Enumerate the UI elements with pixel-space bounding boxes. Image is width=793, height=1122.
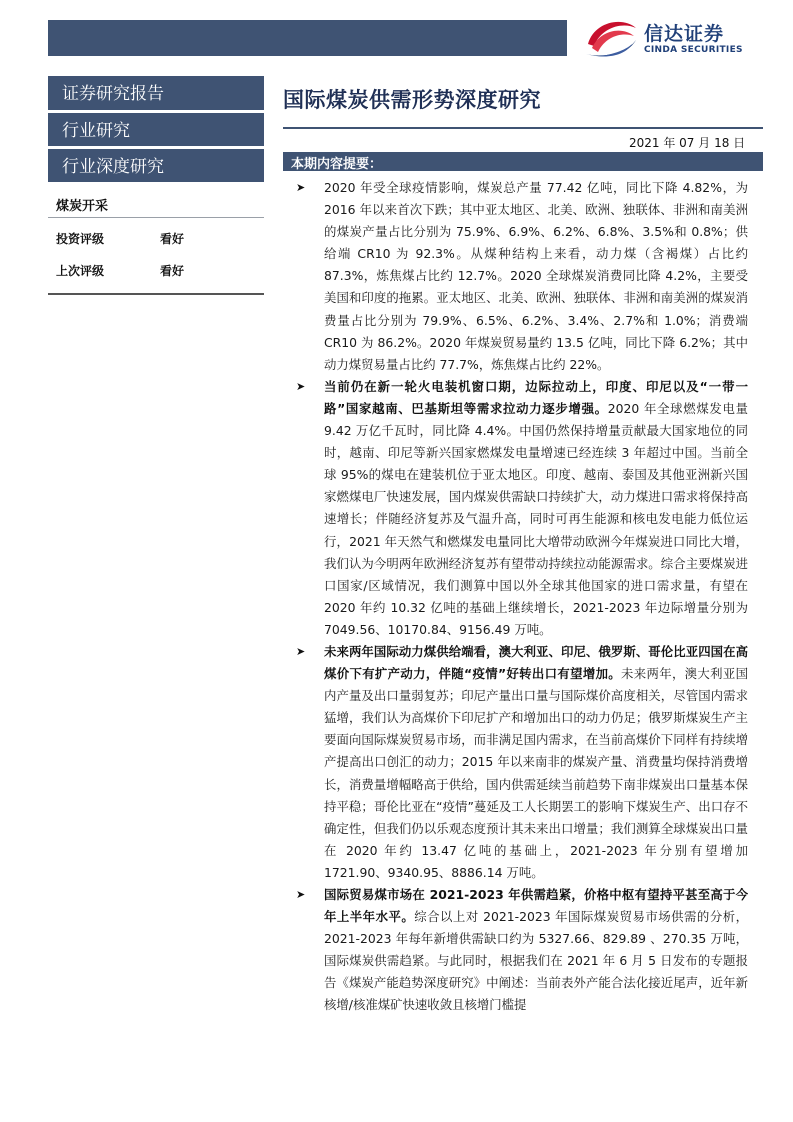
brand-name-en: CINDA SECURITIES	[644, 45, 743, 55]
bullet-arrow-icon: ➤	[296, 644, 306, 658]
summary-content	[296, 177, 748, 1017]
sidebar	[48, 76, 264, 185]
summary-item-text: 2020 年全球燃煤发电量 9.42 万亿千瓦时，同比降 4.4%。中国仍然保持增量贡献最大国家地位的同时，越南、印尼等新兴国家燃煤发电量增速已经连续 3 年超过中国。当前全球 95%的煤电在建装机位于亚太地区。印度、越南、泰国及其他亚洲新兴国家燃煤电厂快速发展，国内煤炭供需缺口持续扩大，动力煤进口需求将保持高速增长；伴随经济复苏及气温升高，同时可再生能源和核电发电能力低位运行，2021 年天然气和燃煤发电量同比大增带动欧洲今年煤炭进口同比大增，我们认为今明两年欧洲经济复苏有望带动持续拉动能源需求。综合主要煤炭进口国家/区域情况，我们测算中国以外全球其他国家的进口需求量，有望在 2020 年约 10.32 亿吨的基础上继续增长，2021-2023 年边际增量分别为 7049.56、10170.84、9156.49 万吨。	[324, 400, 748, 637]
prev-rating-value: 看好	[160, 264, 185, 278]
title-divider	[283, 127, 763, 129]
summary-header	[283, 152, 763, 171]
summary-item-lead: 国际贸易煤市场在 2021-2023 年供需趋紧，价格中枢有望持平甚至高于今年上半年水平。	[324, 887, 748, 925]
category-label: 行业研究	[48, 113, 264, 149]
report-type-label: 证券研究报告	[48, 76, 264, 113]
summary-item	[296, 884, 748, 1017]
summary-item-lead: 当前仍在新一轮火电装机窗口期，边际拉动上，印度、印尼以及“一带一路”国家越南、巴基斯坦等需求拉动力逐步增强。	[324, 378, 748, 416]
header-bar	[48, 20, 567, 56]
summary-item-text: 综合以上对 2021-2023 年国际煤炭贸易市场供需的分析，2021-2023 年每年新增供需缺口约为 5327.66、829.89 、270.35 万吨，国际煤炭供需趋紧。与此同时，根据我们在 2021 年 6 月 5 日发布的专题报告《煤炭产能趋势深度研究》中阐述：当前表外产能合法化接近尾声，近年新核增/核准煤矿快速收敛且核增门槛提	[324, 909, 749, 1013]
sidebar-bottom-divider	[48, 293, 264, 295]
subcategory-label: 行业深度研究	[48, 149, 264, 185]
brand-logo	[582, 14, 782, 62]
report-title: 国际煤炭供需形势深度研究	[283, 88, 541, 112]
summary-item	[296, 376, 748, 641]
sector-name: 煤炭开采	[56, 199, 109, 214]
bullet-arrow-icon: ➤	[296, 379, 306, 393]
report-date: 2021 年 07 月 18 日	[629, 136, 746, 150]
sidebar-divider	[48, 217, 264, 218]
brand-name-cn: 信达证券	[644, 23, 725, 45]
bullet-arrow-icon: ➤	[296, 888, 306, 901]
summary-item-text: 2020 年受全球疫情影响，煤炭总产量 77.42 亿吨，同比下降 4.82%，为 2016 年以来首次下跌；其中亚太地区、北美、欧洲、独联体、非洲和南美洲的煤炭产量占比分别为 75.9%、6.9%、6.2%、6.8%、3.5%和 0.8%；供给端 CR10 为 92.3%。从煤种结构上来看，动力煤（含褐煤）占比约 87.3%，炼焦煤占比约 12.7%。2020 全球煤炭消费同比降 4.2%，主要受美国和印度的拖累。亚太地区、北美、欧洲、独联体、非洲和南美洲的煤炭消费量占比分别为 79.9%、6.5%、6.2%、3.4%、2.7%和 1.0%；消费端 CR10 为 86.2%。2020 年煤炭贸易量约 13.5 亿吨，同比下降 6.2%；其中动力煤贸易量占比约 77.7%，炼焦煤占比约 22%。	[324, 180, 748, 372]
bullet-arrow-icon: ➤	[296, 181, 306, 194]
summary-item-text: 未来两年，澳大利亚国内产量及出口量弱复苏；印尼产量出口量与国际煤价高度相关，尽管国内需求猛增，我们认为高煤价下印尼扩产和增加出口的动力仍足；俄罗斯煤炭生产主要面向国际煤炭贸易市场，而非满足国内需求，在当前高煤价下同样有持续增产提高出口创汇的动力；2015 年以来南非的煤炭产量、消费量均保持消费增长，消费量增幅略高于供给，国内供需延续当前趋势下南非煤炭出口量基本保持平稳；哥伦比亚在“疫情”蔓延及工人长期罢工的影响下煤炭生产、出口存不确定性，但我们仍以乐观态度预计其未来出口增量；我们测算全球煤炭出口量在 2020 年约 13.47 亿吨的基础上，2021-2023 年分别有望增加 1721.90、9340.95、8886.14 万吨。	[324, 666, 748, 880]
prev-rating-label: 上次评级	[56, 264, 105, 278]
summary-item	[296, 641, 748, 884]
rating-label: 投资评级	[56, 232, 105, 246]
logo-swirl-icon	[582, 14, 640, 60]
summary-label: 本期内容提要：	[291, 157, 383, 172]
summary-item-lead: 未来两年国际动力煤供给端看，澳大利亚、印尼、俄罗斯、哥伦比亚四国在高煤价下有扩产动力，伴随“疫情”好转出口有望增加。	[324, 643, 748, 682]
rating-value: 看好	[160, 232, 185, 246]
summary-item	[296, 177, 748, 376]
